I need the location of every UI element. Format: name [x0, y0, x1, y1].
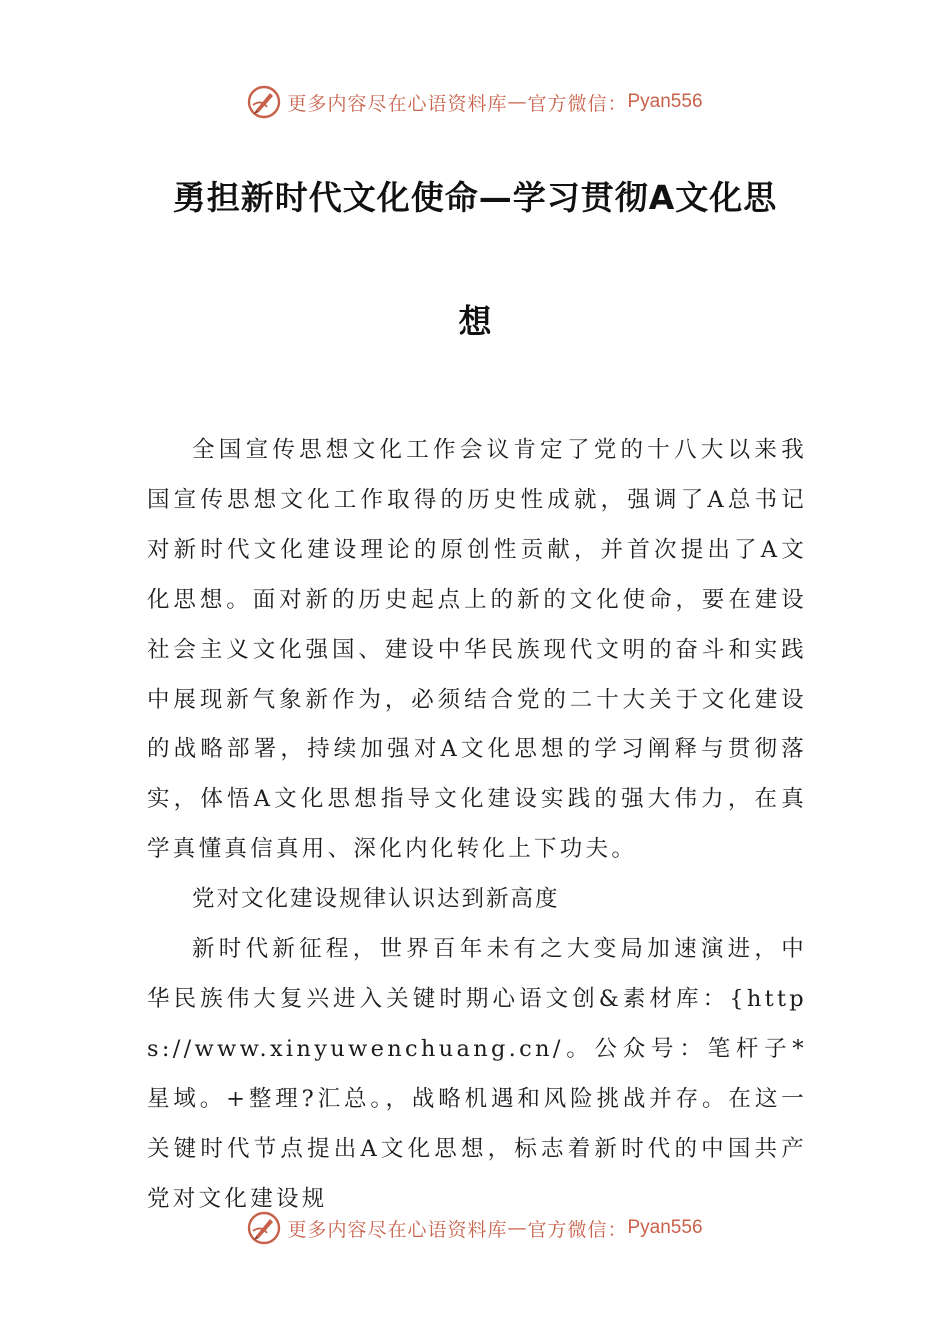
watermark-separator: — [507, 91, 528, 113]
pen-logo-icon [247, 1211, 281, 1245]
section-heading: 党对文化建设规律认识达到新高度 [192, 886, 560, 913]
watermark-suffix: 官方微信： [527, 92, 628, 115]
header-watermark [0, 82, 950, 122]
watermark-suffix: 官方微信： [527, 1218, 628, 1241]
footer-watermark [0, 1208, 950, 1248]
watermark-id: Pyan556 [627, 91, 703, 112]
watermark-text: 更多内容尽在心语资料库 [287, 92, 508, 115]
watermark-id: Pyan556 [627, 1217, 703, 1238]
document-body [147, 426, 807, 1225]
body-paragraph: 全国宣传思想文化工作会议肯定了党的十八大以来我国宣传思想文化工作取得的历史性成就，强调了A总书记对新时代文化建设理论的原创性贡献，并首次提出了A文化思想。面对新的历史起点上的新的文化使命，要在建设社会主义文化强国、建设中华民族现代文明的奋斗和实践中展现新气象新作为，必须结合党的二十大关于文化建设的战略部署，持续加强对A文化思想的学习阐释与贯彻落实，体悟A文化思想指导文化建设实践的强大伟力，在真学真懂真信真用、深化内化转化上下功夫。 [147, 437, 807, 863]
document-title-line1: 勇担新时代文化使命—学习贯彻A文化思 [172, 178, 778, 217]
watermark-text: 更多内容尽在心语资料库 [287, 1218, 508, 1241]
watermark-separator: — [507, 1217, 528, 1239]
pen-logo-icon [247, 85, 281, 119]
body-paragraph: 新时代新征程，世界百年未有之大变局加速演进，中华民族伟大复兴进入关键时期心语文创&素材库：{https://www.xinyuwenchuang.cn/。公众号：笔杆子*星域。+整理?汇总。，战略机遇和风险挑战并存。在这一关键时代节点提出A文化思想，标志着新时代的中国共产党对文化建设规 [147, 936, 807, 1212]
document-title-line2: 想 [458, 302, 492, 341]
